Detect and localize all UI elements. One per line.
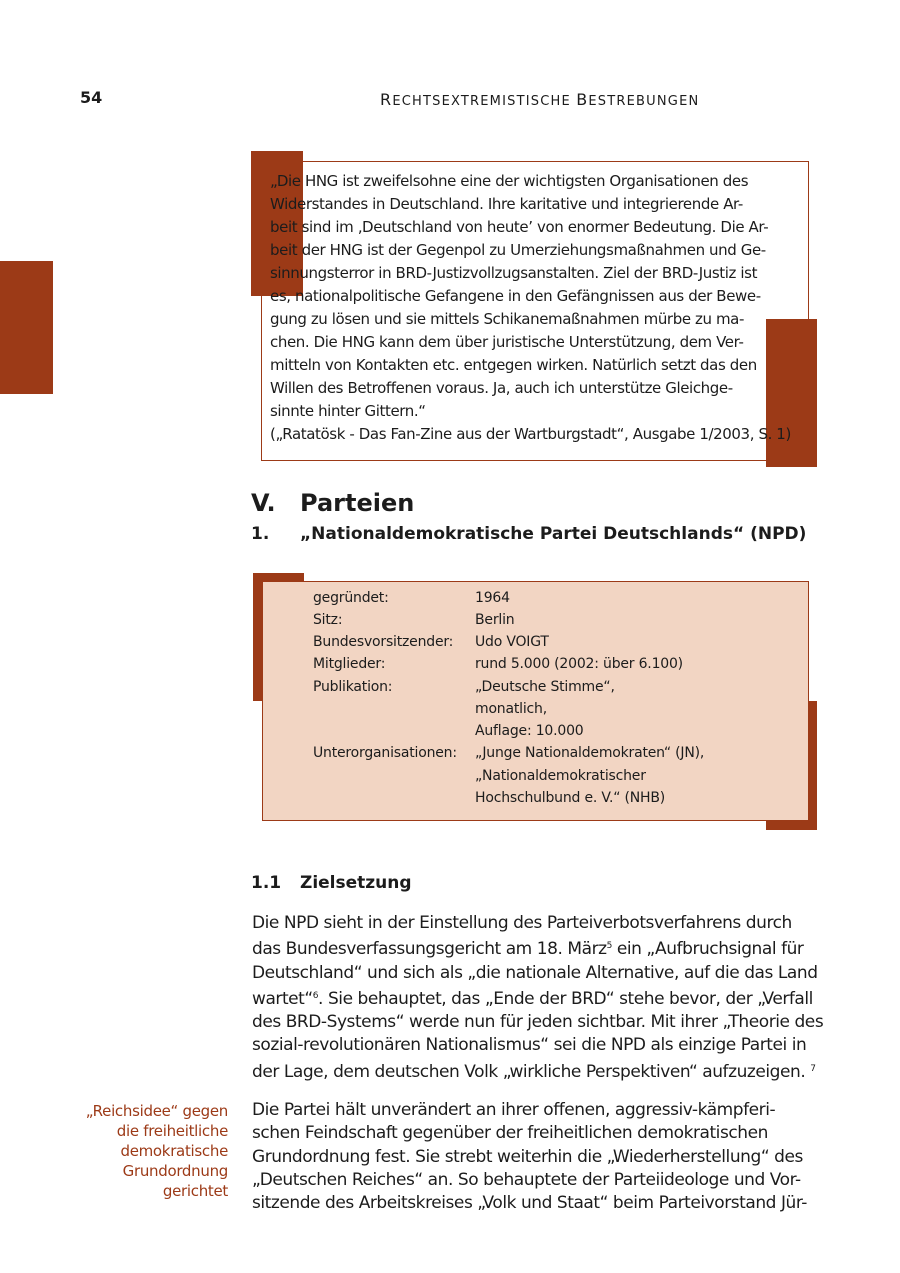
margin-note-line: gerichtet <box>162 1182 228 1200</box>
quote-line: chen. Die HNG kann dem über juristische Unterstützung, dem Ver- <box>270 333 744 351</box>
paragraph-line: schen Feindschaft gegenüber der freiheitlichen demokratischen <box>252 1123 768 1144</box>
subsubsection-number: 1.1 <box>251 873 282 893</box>
paragraph-text: ein „Aufbruchsignal für <box>611 939 804 960</box>
paragraph-line: Die NPD sieht in der Einstellung des Parteiverbotsverfahrens durch <box>252 913 792 933</box>
quote-text <box>270 170 805 446</box>
quote-line: es, nationalpolitische Gefangene in den Gefängnissen aus der Bewe- <box>270 287 761 305</box>
margin-note-line: Grundordnung <box>122 1162 228 1180</box>
quote-line: beit der HNG ist der Gegenpol zu Umerziehungsmaßnahmen und Ge- <box>270 241 766 259</box>
body-paragraph-2 <box>252 1099 822 1215</box>
quote-line: „Die HNG ist zweifelsohne eine der wichtigsten Organisationen des <box>270 172 749 190</box>
fact-value-chair: Udo VOIGT <box>475 634 549 650</box>
paragraph-line: sitzende des Arbeitskreises „Volk und Staat“ beim Parteivorstand Jür- <box>252 1193 807 1214</box>
edge-marker <box>0 261 53 394</box>
footnote-ref[interactable]: 6 <box>312 990 319 1001</box>
quote-line: sinnte hinter Gittern.“ <box>270 402 426 420</box>
fact-label-seat: Sitz: <box>313 612 343 628</box>
section-title: Parteien <box>300 489 415 517</box>
fact-label-suborgs: Unterorganisationen: <box>313 745 457 761</box>
quote-line: gung zu lösen und sie mittels Schikanemaßnahmen mürbe zu ma- <box>270 310 744 328</box>
paragraph-line: Deutschland“ und sich als „die nationale Alternative, auf die das Land <box>252 962 818 983</box>
fact-value-suborgs: „Nationaldemokratischer <box>475 768 646 784</box>
page-number: 54 <box>80 88 103 107</box>
running-head <box>380 90 699 109</box>
fact-label-members: Mitglieder: <box>313 656 386 672</box>
subsection-title: „Nationaldemokratische Partei Deutschlands“ (NPD) <box>300 524 807 544</box>
running-head-initial-2: B <box>576 90 589 109</box>
fact-value-seat: Berlin <box>475 612 515 628</box>
quote-line: mitteln von Kontakten etc. entgegen wirken. Natürlich setzt das den <box>270 356 757 374</box>
margin-note-line: „Reichsidee“ gegen <box>85 1102 228 1120</box>
running-head-word-1: ECHTSEXTREMISTISCHE <box>392 94 577 109</box>
fact-label-publication: Publikation: <box>313 679 393 695</box>
paragraph-line <box>252 1058 822 1084</box>
paragraph-line <box>252 985 822 1011</box>
margin-note-line: die freiheitliche <box>116 1122 228 1140</box>
paragraph-line: Grundordnung fest. Sie strebt weiterhin die „Wiederherstellung“ des <box>252 1146 803 1167</box>
fact-value-members: rund 5.000 (2002: über 6.100) <box>475 656 683 672</box>
subsection-number: 1. <box>251 524 270 544</box>
paragraph-text: wartet“ <box>252 988 313 1009</box>
quote-line: beit sind im ‚Deutschland von heute’ von enormer Bedeutung. Die Ar- <box>270 218 769 236</box>
paragraph-text: . Sie behauptet, das „Ende der BRD“ stehe bevor, der „Verfall <box>318 988 813 1009</box>
fact-value-publication: monatlich, <box>475 701 547 717</box>
quote-line: Willen des Betroffenen voraus. Ja, auch ich unterstütze Gleichge- <box>270 379 733 397</box>
quote-line: Widerstandes in Deutschland. Ihre karitative und integrierende Ar- <box>270 195 743 213</box>
paragraph-line: Die Partei hält unverändert an ihrer offenen, aggressiv-kämpferi- <box>252 1100 776 1120</box>
paragraph-line <box>252 935 822 961</box>
fact-value-publication: „Deutsche Stimme“, <box>475 679 615 695</box>
running-head-word-2: ESTREBUNGEN <box>588 94 700 109</box>
fact-value-founded: 1964 <box>475 590 510 606</box>
paragraph-line: „Deutschen Reiches“ an. So behauptete der Parteiideologe und Vor- <box>252 1169 801 1190</box>
paragraph-text: der Lage, dem deutschen Volk „wirkliche Perspektiven“ aufzuzeigen. <box>252 1061 806 1082</box>
body-paragraph-1 <box>252 912 822 1084</box>
running-head-initial-1: R <box>380 90 393 109</box>
fact-label-chair: Bundesvorsitzender: <box>313 634 454 650</box>
margin-note <box>60 1101 228 1201</box>
paragraph-line: des BRD-Systems“ werde nun für jeden sichtbar. Mit ihrer „Theorie des <box>252 1012 824 1033</box>
fact-value-publication: Auflage: 10.000 <box>475 723 584 739</box>
fact-value-suborgs: Hochschulbund e. V.“ (NHB) <box>475 790 666 806</box>
paragraph-line: sozial-revolutionären Nationalismus“ sei die NPD als einzige Partei in <box>252 1035 807 1056</box>
quote-line: sinnungsterror in BRD-Justizvollzugsanstalten. Ziel der BRD-Justiz ist <box>270 264 758 282</box>
paragraph-text: das Bundesverfassungsgericht am 18. März <box>252 939 607 960</box>
fact-label-founded: gegründet: <box>313 590 389 606</box>
footnote-ref[interactable]: 5 <box>606 941 612 952</box>
quote-source: („Ratatösk - Das Fan-Zine aus der Wartburgstadt“, Ausgabe 1/2003, S. 1) <box>270 425 791 443</box>
subsubsection-title: Zielsetzung <box>300 873 412 893</box>
margin-note-line: demokratische <box>120 1142 228 1160</box>
fact-value-suborgs: „Junge Nationaldemokraten“ (JN), <box>475 745 705 761</box>
section-number: V. <box>251 489 276 517</box>
footnote-ref[interactable]: 7 <box>810 1063 816 1074</box>
